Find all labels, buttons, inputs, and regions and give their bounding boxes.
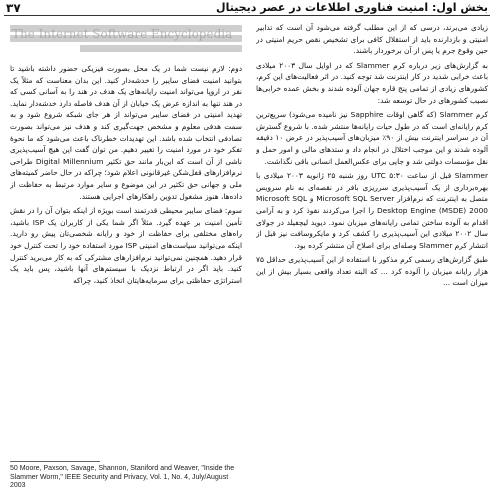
footnote-rule (10, 461, 100, 462)
paragraph: Slammer قبل از ساعت ۵:۳۰ UTC روز شنبه ۲۵ ژانویه ۲۰۰۳ میلادی با بهره‌برداری از یک آسیب‌پذیری سرریزی بافر در نقصه‌ای به نام سرویس متصل به اینترنت که نرم‌افزار Microsoft SQL Server و Microsoft SQL Desktop Engine (MSDE) 2000 را اجرا می‌کردند نفوذ کرد و به آرامی اقدام به آلوده ساختن تمامی رایانه‌های میزبان نمود. دیوید لیچفیلد در جولای سال ۲۰۰۲ میلادی این آسیب‌پذیری را کشف کرد و مایکروسافت نیز قبل از انتشار کرم Slammer وصله‌ای برای اصلاح آن منتشر کرده بود. (256, 171, 488, 250)
right-column (256, 22, 488, 482)
paragraph: به گزارش‌های زیر درباره کرم Slammer که در اوایل سال ۲۰۰۳ میلادی باعث خرابی شدید در کار اینترنت شد توجه کنید. در اثر فعالیت‌های این کرم، کشورهای زیادی از تمامی پنج قاره جهان آلوده شدند و بخش عمده خرابی‌ها نصیب کشورهای در حال توسعه شد: (256, 60, 488, 105)
running-title: بخش اول: امنیت فناوری اطلاعات در عصر دیجیتال (216, 1, 488, 14)
footnote (10, 465, 242, 491)
paragraph: دوم: لازم نیست شما در یک محل بصورت فیزیکی حضور داشته باشید تا بتوانید امنیت فضای سایبر را خدشه‌دار کنید. این بدان معناست که مثلاً یک نفر در اروپا می‌تواند امنیت رایانه‌های یک هدف در هند را به آسانی کسی که در هند تنها به اندازه عرض یک خیابان از آن هدف فاصله دارد خدشه‌دار نماید. تهدید امنیتی در فضای سایبر می‌تواند از هر جای شبکه شروع شود و به سمت هدفی معلوم و مشخص جهت‌گیری کند و هدف نیز می‌تواند بصورت تصادفی انتخاب شده باشد. این تهدیدات خطرناک باعث می‌شود که ما نحوهٔ تفکر خود در مورد امنیت را تغییر دهیم. من توان گفت این هیچ آسیب‌پذیری ناشی از آن است که این‌بار مانند حق تکثیر Digital Millennium طراحی نرم‌افزارهای قفل‌شکن غیرقانونی اعلام شود؛ چراکه در حال حاضر کمیته‌های ملی و جهانی حق تکثیر در این موضوع و سایر موارد مرتبط به حفاظت از داده‌ها، هنوز مشغول تدوین راهکارهای اجرایی هستند. (10, 64, 242, 201)
blurred-overlay (10, 25, 242, 61)
blurred-watermark-text: The Internet Software Encyclopedia (12, 27, 233, 41)
paragraph: طبق گزارش‌های رسمی کرم مذکور با استفاده از این آسیب‌پذیری حداقل ۷۵ هزار رایانه میزبان را آلوده کرد ... که البته تعداد واقعی بسیار بیش از این میزان است ... (256, 255, 488, 288)
footnote-text: 50 Moore, Paxson, Savage, Shannon, Staniford and Weaver, "Inside the Slammer Worm," IEEE Security and Privacy, Vol. 1, No. 4, July/August 2003 (10, 465, 235, 490)
page-header (0, 0, 494, 16)
paragraph: سوم: فضای سایبر محیطی قدرتمند است بویژه از اینکه بتوان آن را در نقش تأمین امنیت بر عهده گیرد. مثلاً اگر شما یکی از کاربران یک ISP باشید، راه‌های مختلفی برای حفاظت از خود و رایانه شخصی‌تان پیش رو دارید. اینکه می‌توانید سیاست‌های امنیتی ISP مورد استفاده خود را تحت کنترل خود قرار دهید. همچنین نمی‌توانید نرم‌افزارهای مشترکی که به کار می‌برید کنترل کنید. باید اگر در ارتباط نزدیک با سیستم‌های آنها باشید، پس باید یک استراتژی حفاظتی برای سرمایه‌هایتان اتخاذ کنید، چراکه (10, 206, 242, 285)
paragraph: کرم Slammer (که گاهی اوقات Sapphire نیز نامیده می‌شود) سریع‌ترین کرم رایانه‌ای است که در طول حیات رایانه‌ها منتشر شده. با شروع گسترش آن در سراسر اینترنت بیش از ۹۰٪ میزبان‌های آسیب‌پذیر در عرض ۱۰ دقیقه آلوده شدند و این موجب اختلال در انجام داد و ستدهای مالی و امور حمل و نقل مؤسسات دولتی شد و جایی برای عکس‌العمل انسانی باقی نگذاشت. (256, 110, 488, 166)
page-number: ۳۷ (6, 1, 21, 15)
left-column (10, 22, 242, 482)
paragraph: زیادی می‌برند، درسی که از این مطلب گرفته می‌شود آن است که تدابیر امنیتی و بازدارنده باید از استقلال کافی برای تشخیص نقص حریم امنیتی در حین وقوع جرم یا پس از آن برخوردار باشند. (256, 23, 488, 56)
header-rule (4, 15, 490, 16)
